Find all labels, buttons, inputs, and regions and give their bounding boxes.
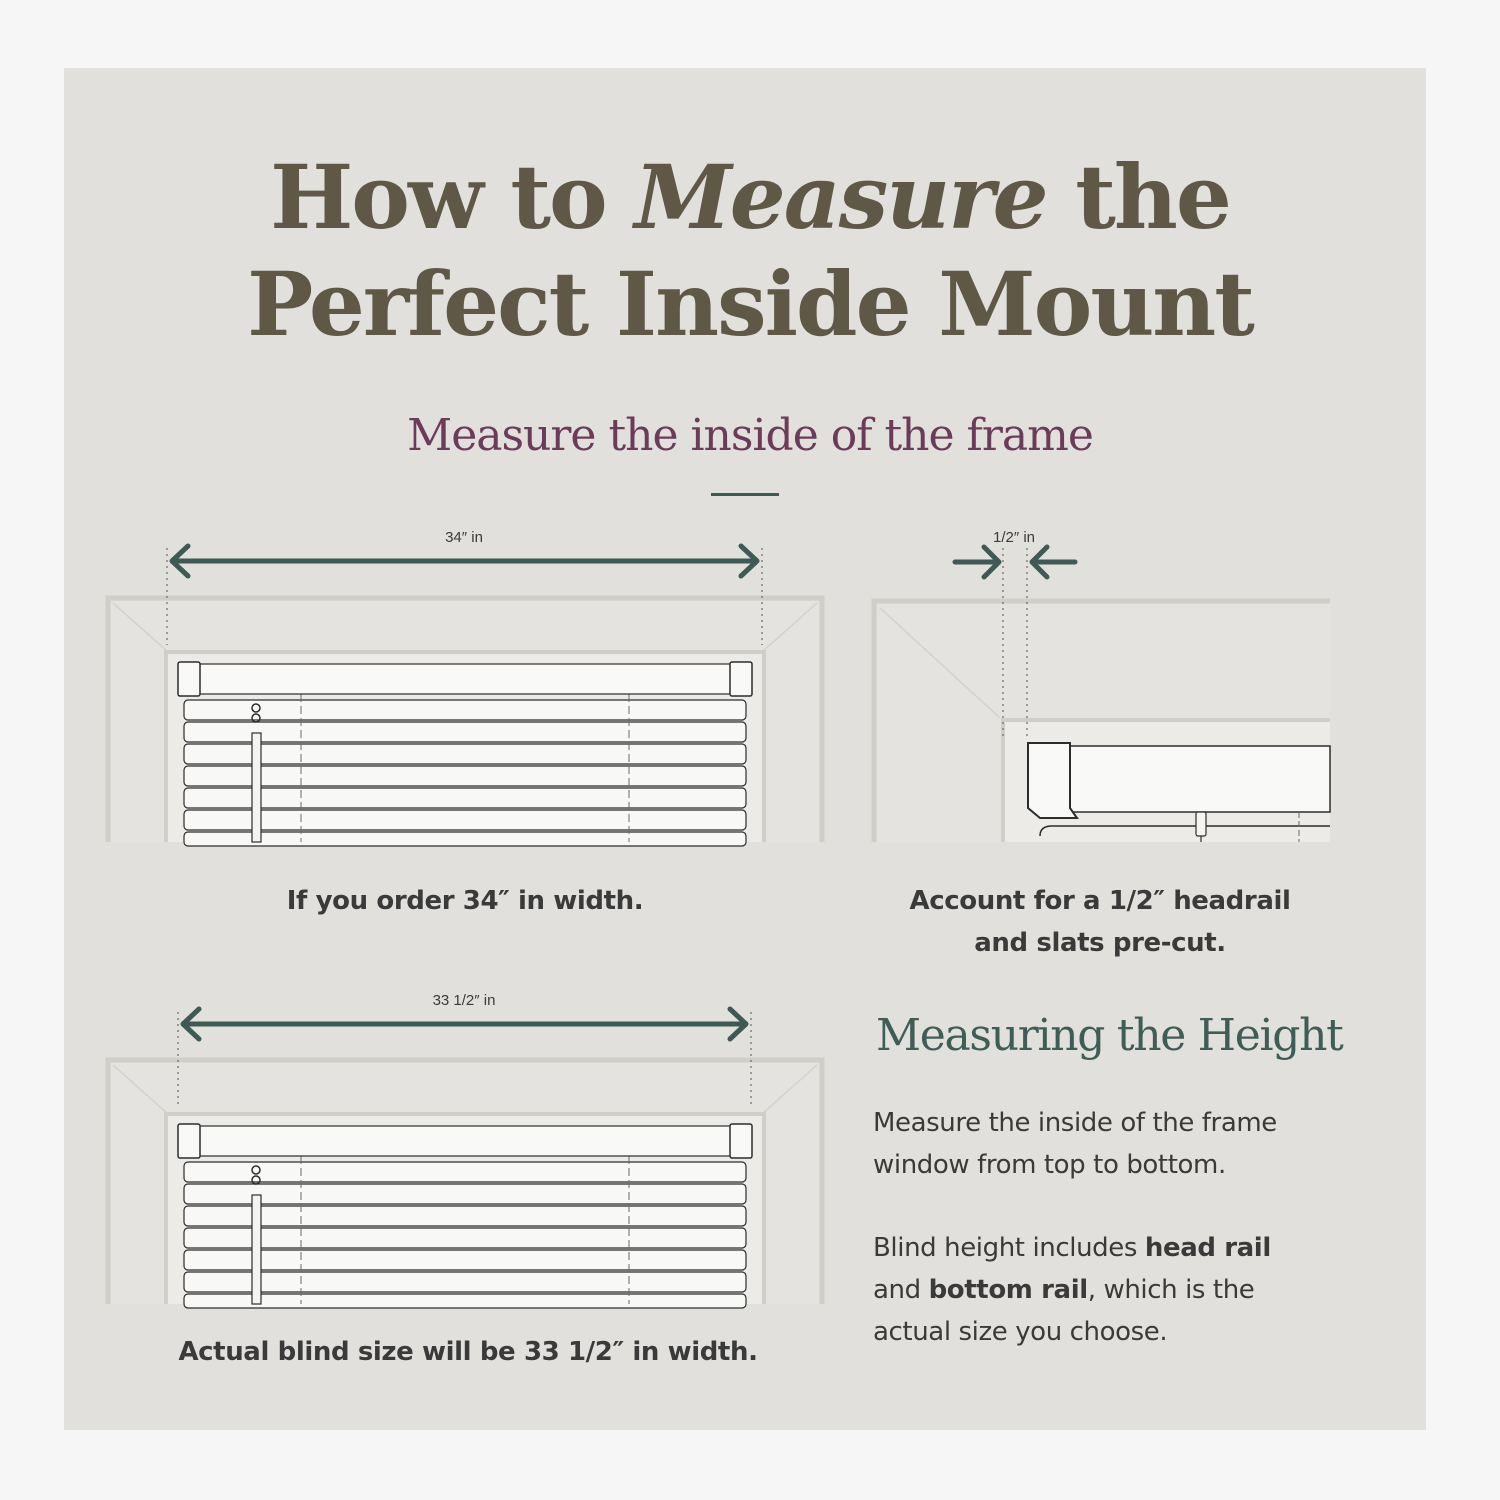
bottom-left-window-diagram	[108, 992, 822, 1308]
height-paragraph-1: Measure the inside of the frame window from top to bottom.	[873, 1108, 1277, 1180]
width-arrow-34	[172, 546, 757, 576]
dimension-label-33-half: 33 1/2″ in	[432, 992, 496, 1009]
dimension-label-half-inch: 1/2″ in	[992, 529, 1036, 546]
top-left-window-diagram	[108, 529, 822, 846]
subtitle: Measure the inside of the frame	[407, 410, 1093, 461]
half-inch-arrows	[955, 547, 1075, 577]
page-title-line-2: Perfect Inside Mount	[247, 252, 1253, 356]
height-heading: Measuring the Height	[876, 1010, 1343, 1061]
width-arrow-33-half	[183, 1009, 746, 1039]
height-paragraph-2: Blind height includes head rail and bottom rail, which is the actual size you choose.	[873, 1233, 1271, 1347]
page-title-line-1: How to Measure the	[270, 145, 1230, 249]
caption-headrail: Account for a 1/2″ headrail and slats pre-cut.	[909, 886, 1291, 958]
dimension-label-34: 34″ in	[445, 529, 483, 546]
caption-order-width: If you order 34″ in width.	[286, 886, 644, 916]
top-right-headrail-detail	[874, 529, 1330, 842]
caption-actual-size: Actual blind size will be 33 1/2″ in width.	[178, 1337, 758, 1367]
